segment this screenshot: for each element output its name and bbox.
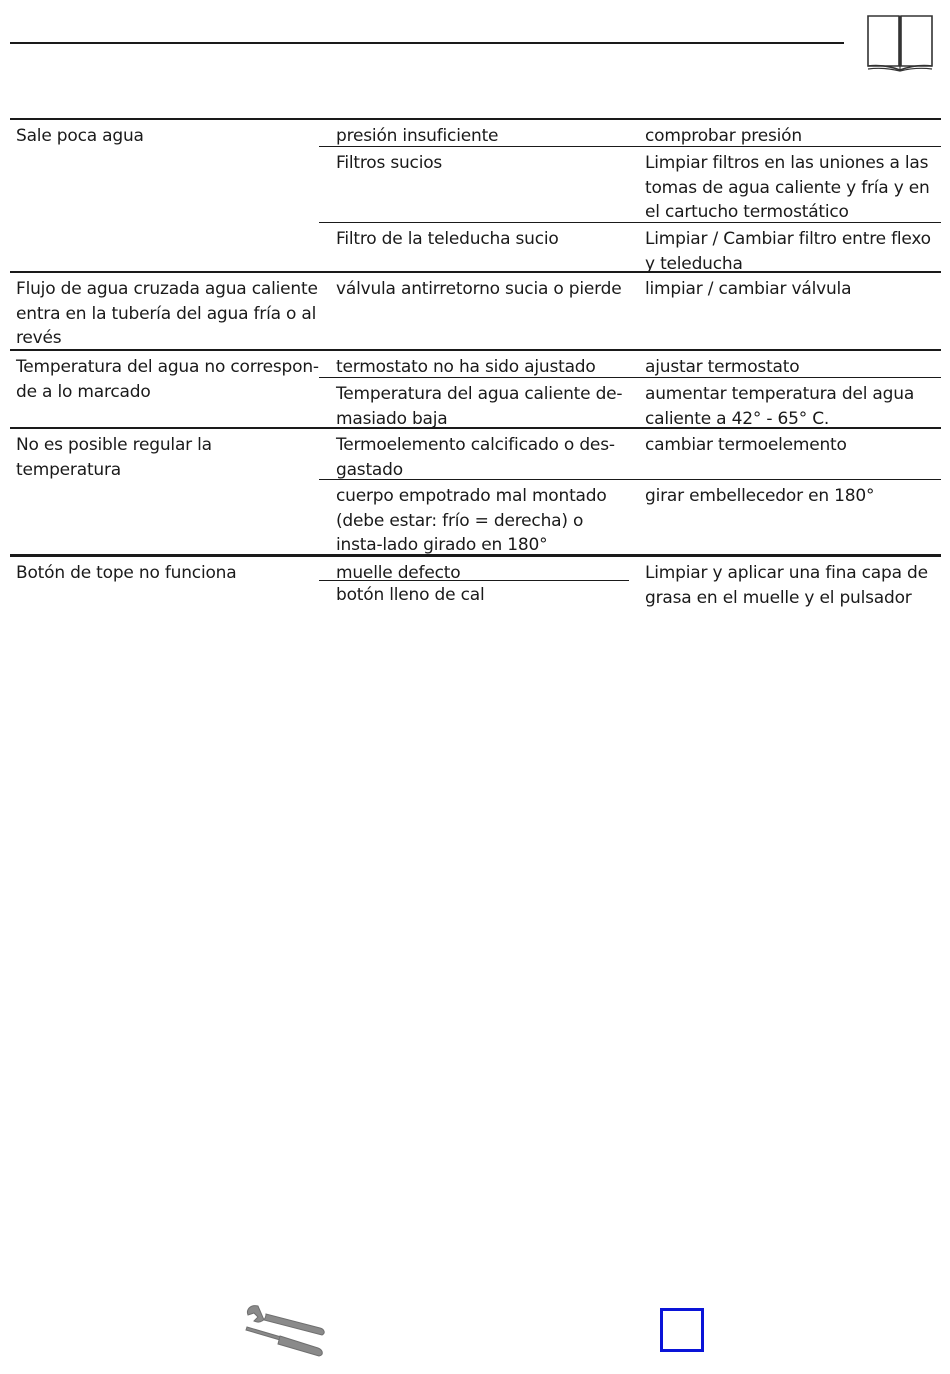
problem-cell: Sale poca agua [16,126,144,146]
cause-cell: cuerpo empotrado mal montado (debe estar: frío = derecha) o insta-lado girado en 180° [336,486,607,555]
cause-cell: válvula antirretorno sucia o pierde [336,279,622,299]
cause-cell: botón lleno de cal [336,585,485,605]
remedy-cell: limpiar / cambiar válvula [645,279,852,299]
table-row [10,427,941,554]
remedy-cell: ajustar termostato [645,357,800,377]
remedy-cell: comprobar presión [645,126,802,146]
problem-cell: Flujo de agua cruzada agua caliente entra en la tubería del agua fría o al revés [16,279,318,348]
remedy-cell: Limpiar filtros en las uniones a las tomas de agua caliente y fría y en el cartucho termostático [645,153,930,222]
problem-cell: Botón de tope no funciona [16,563,237,583]
cause-cell: muelle defecto [319,557,629,581]
remedy-cell: aumentar temperatura del agua caliente a 42° - 65° C. [645,384,915,429]
table-row [10,349,941,427]
wrench-screwdriver-icon [240,1300,330,1360]
cause-cell: Filtros sucios [336,153,443,173]
troubleshooting-table [10,118,941,609]
remedy-cell: girar embellecedor en 180° [645,486,875,506]
cause-cell: termostato no ha sido ajustado [336,357,596,377]
table-row [10,554,941,609]
cause-cell: presión insuficiente [336,126,499,146]
problem-cell: No es posible regular la temperatura [16,435,212,480]
table-row [10,118,941,274]
remedy-cell: Limpiar / Cambiar filtro entre flexo y teleducha [645,229,931,274]
problem-cell: Temperatura del agua no correspon-de a lo marcado [16,357,319,402]
table-row [10,271,941,349]
cause-cell: Termoelemento calcificado o des-gastado [336,435,615,480]
blue-square-icon [660,1308,704,1352]
remedy-cell: cambiar termoelemento [645,435,847,455]
open-book-icon [866,14,934,72]
cause-cell: Filtro de la teleducha sucio [336,229,559,249]
remedy-cell: Limpiar y aplicar una fina capa de grasa en el muelle y el pulsador [645,563,928,608]
cause-cell: Temperatura del agua caliente de-masiado baja [336,384,623,429]
header-rule [10,42,844,44]
